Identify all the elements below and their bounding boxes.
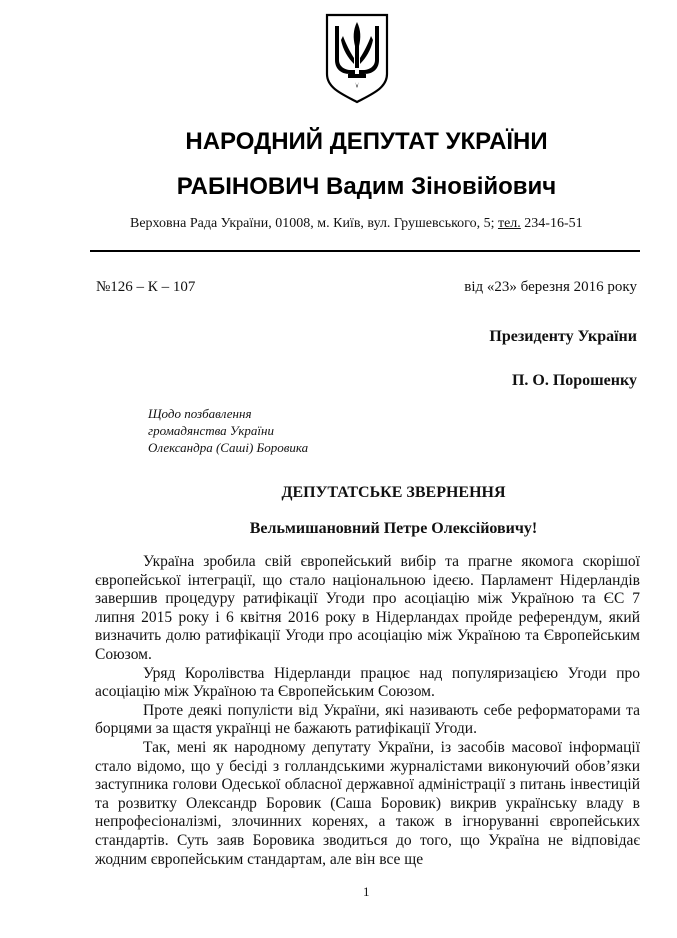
subject-line: Щодо позбавлення (148, 406, 252, 421)
phone-number: 234-16-51 (524, 216, 583, 231)
letter-body (95, 553, 640, 869)
salutation: Вельмишановний Петре Олексійовичу! (249, 520, 538, 537)
subject-line: Олександра (Саші) Боровика (148, 440, 309, 455)
body-paragraph: Так, мені як народному депутату України, із засобів масової інформації стало відомо, що у бесіді з голландськими журналістами виконуючий обов’язки заступника голови Одеської обласної державної адміністрації з питань інвестицій та розвитку Олександр Боровик (Саша Боровик) викрив українську владу в непрофесіоналізмі, злочинних коренях, а також в ігноруванні європейських стандартів. Суть заяв Боровика зводиться до того, що Україна не відповідає жодним європейським стандартам, але він все ще (95, 738, 640, 868)
phone-label: тел. (497, 216, 521, 231)
header-divider (90, 250, 640, 252)
subject-block (148, 405, 308, 456)
subject-line: громадянства України (148, 423, 274, 438)
recipient-name: П. О. Порошенку (511, 372, 637, 389)
recipient-title: Президенту України (489, 328, 637, 345)
deputy-name: РАБІНОВИЧ Вадим Зіновійович (176, 173, 557, 200)
document-number: №126 – К – 107 (96, 279, 196, 295)
page-number: 1 (363, 884, 370, 899)
body-paragraph: Уряд Королівства Нідерланди працює над популяризацією Угоди про асоціацію між Україною та Європейським Союзом. (95, 664, 640, 701)
body-paragraph: Україна зробила свій європейський вибір та прагне якомога скорішої європейської інтеграції, що стало національною ідеєю. Парламент Нідерландів завершив процедуру ратифікації Угоди про асоціацію між Україною та ЄС 7 липня 2015 року і 6 квітня 2016 року в Нідерландах пройде референдум, який визначить долю ратифікації Угоди про асоціацію між Україною та Європейським Союзом. (95, 553, 640, 663)
trident-coat-of-arms-icon (324, 12, 390, 104)
body-paragraph: Проте деякі популісти від України, які називають себе реформаторами та борцями за щастя українці не бажають ратифікації Угоди. (95, 701, 640, 738)
document-heading: ДЕПУТАТСЬКЕ ЗВЕРНЕННЯ (281, 484, 506, 501)
address-line (130, 216, 583, 232)
document-date: від «23» березня 2016 року (464, 279, 637, 295)
office-title: НАРОДНИЙ ДЕПУТАТ УКРАЇНИ (185, 128, 548, 155)
address-text: Верховна Рада України, 01008, м. Київ, вул. Грушевського, 5; (130, 216, 495, 231)
